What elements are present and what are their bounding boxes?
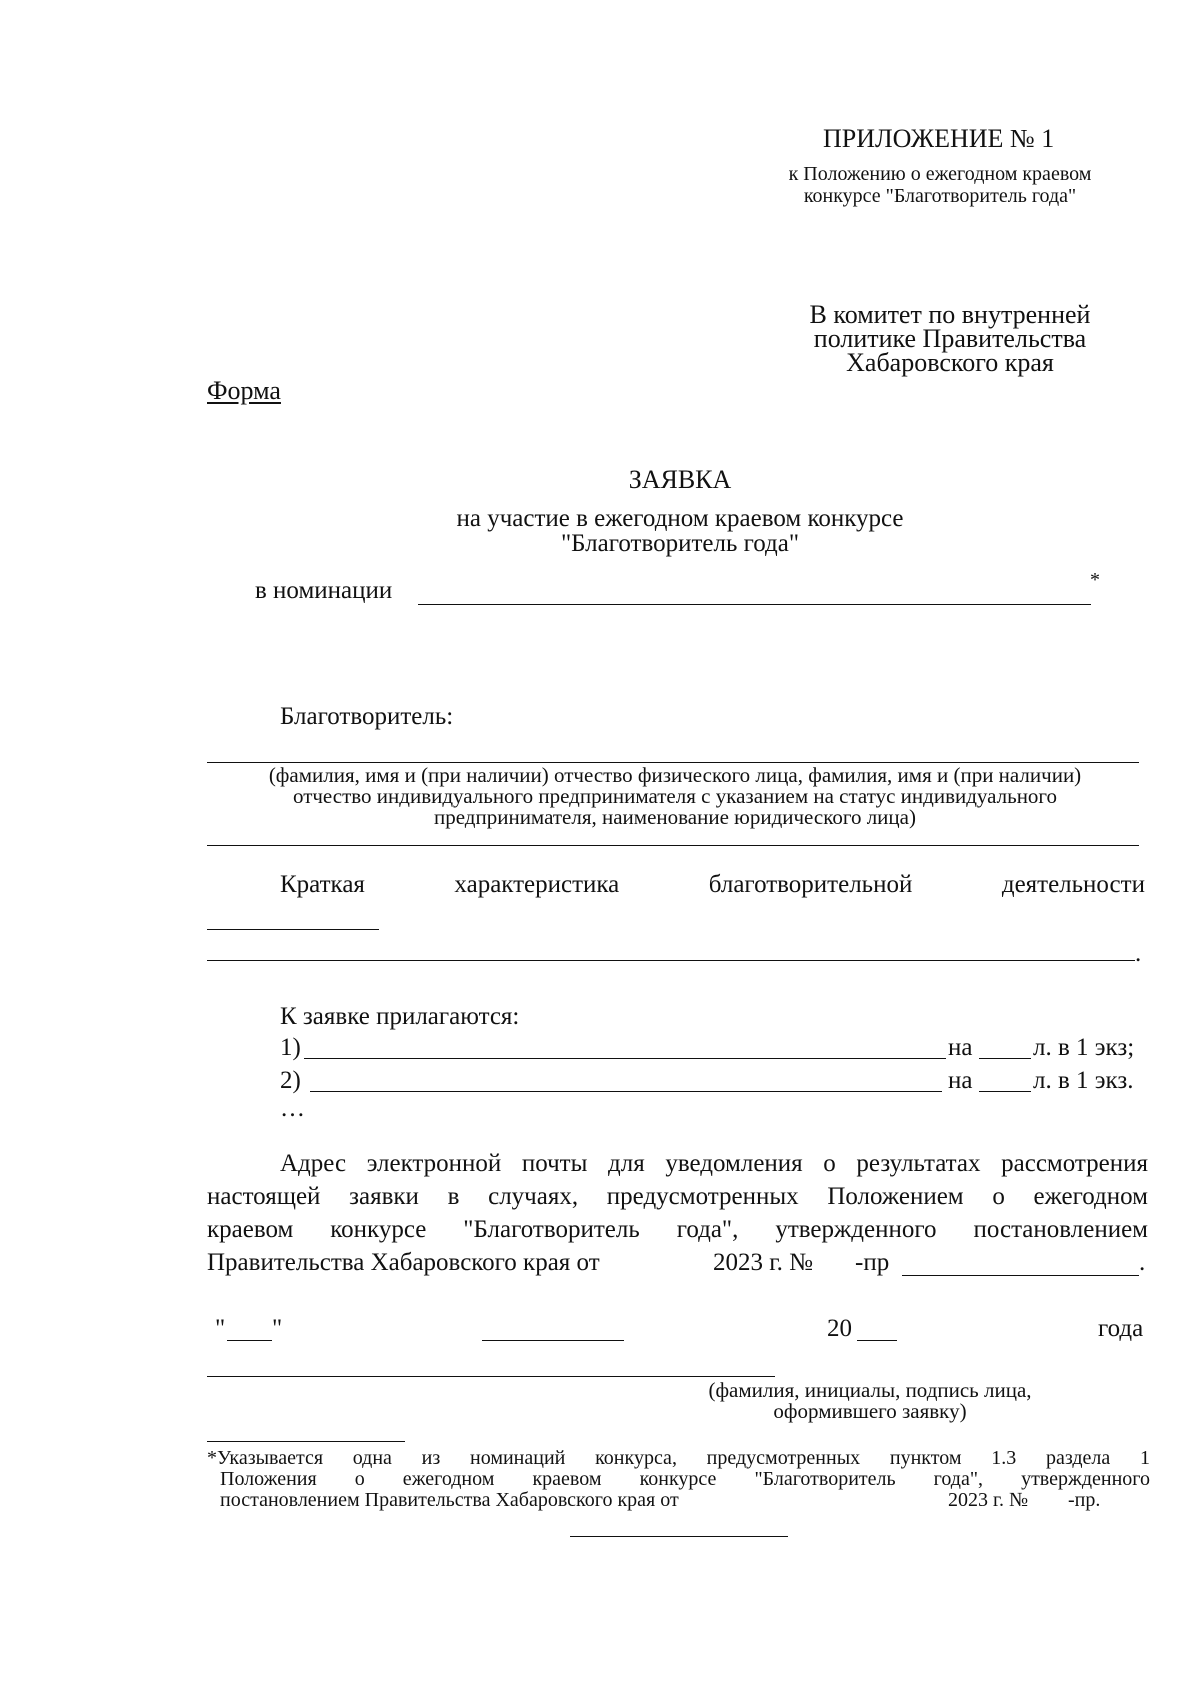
- application-title: ЗАЯВКА: [628, 465, 732, 494]
- footnote-line1: *Указывается одна из номинаций конкурса, предусмотренных пунктом 1.3 раздела 1: [207, 1447, 1150, 1469]
- nomination-label: в номинации: [255, 577, 393, 604]
- nomination-input-line: [418, 604, 1091, 605]
- attachment-2-pages-line: [979, 1091, 1031, 1092]
- attachment-1-num: 1): [280, 1034, 301, 1061]
- characteristic-word-3: благотворительной: [708, 871, 913, 898]
- benefactor-hint-line2: отчество индивидуального предпринимателя с указанием на статус индивидуального: [292, 784, 1058, 808]
- application-subtitle-line1: на участие в ежегодном краевом конкурсе: [456, 505, 904, 532]
- appendix-title: ПРИЛОЖЕНИЕ № 1: [823, 124, 1055, 153]
- email-line4-c: -пр: [855, 1249, 890, 1276]
- attachment-1-na: на: [948, 1034, 973, 1061]
- email-line4-a: Правительства Хабаровского края от: [207, 1249, 600, 1276]
- date-quote-open: ": [215, 1315, 226, 1342]
- date-month-line: [482, 1340, 624, 1341]
- attachment-2-line: [310, 1091, 942, 1092]
- addressee-line2: политике Правительства: [813, 324, 1087, 353]
- characteristic-line-long: [207, 960, 1135, 961]
- characteristic-line-short: [207, 929, 379, 930]
- characteristic-word-1: Краткая: [280, 871, 365, 898]
- attachment-2-num: 2): [280, 1067, 301, 1094]
- characteristic-word-4: деятельности: [1001, 871, 1145, 898]
- attachment-1-line: [304, 1058, 946, 1059]
- email-line3: краевом конкурсе "Благотворитель года", утвержденного постановлением: [207, 1216, 1148, 1243]
- benefactor-bottom-line: [207, 845, 1139, 846]
- attachments-ellipsis: …: [280, 1095, 305, 1122]
- attachment-1-pages-line: [979, 1058, 1031, 1059]
- footnote-line2: Положения о ежегодном краевом конкурсе "Благотворитель года", утвержденного: [220, 1468, 1150, 1490]
- signature-hint-line1: (фамилия, инициалы, подпись лица,: [708, 1378, 1032, 1402]
- email-line1: Адрес электронной почты для уведомления о результатах рассмотрения: [280, 1150, 1148, 1177]
- characteristic-word-2: характеристика: [454, 871, 620, 898]
- date-quote-close: ": [272, 1315, 283, 1342]
- signature-hint-line2: оформившего заявку): [773, 1399, 967, 1423]
- nomination-asterisk: *: [1090, 569, 1100, 591]
- date-year-line: [857, 1340, 897, 1341]
- addressee-line3: Хабаровского края: [846, 348, 1054, 377]
- footnote-separator: [207, 1441, 405, 1442]
- email-line2: настоящей заявки в случаях, предусмотренных Положением о ежегодном: [207, 1183, 1148, 1210]
- footnote-line3-a: постановлением Правительства Хабаровского края от: [220, 1489, 679, 1511]
- characteristic-end-dot: .: [1135, 940, 1142, 967]
- footnote-line3-b: 2023 г. №: [948, 1489, 1029, 1511]
- closing-line: [570, 1536, 788, 1537]
- email-line4-b: 2023 г. №: [713, 1249, 814, 1276]
- attachment-1-suffix: л. в 1 экз;: [1033, 1034, 1135, 1061]
- email-input-line: [902, 1275, 1139, 1276]
- characteristic-label-row: [280, 871, 1145, 899]
- attachment-2-na: на: [948, 1067, 973, 1094]
- appendix-subtitle-line2: конкурсе "Благотворитель года": [803, 185, 1077, 207]
- benefactor-hint-line1: (фамилия, имя и (при наличии) отчество физического лица, фамилия, имя и (при наличии): [268, 763, 1082, 787]
- benefactor-hint-line3: предпринимателя, наименование юридического лица): [434, 805, 916, 829]
- addressee-line1: В комитет по внутренней: [809, 300, 1091, 329]
- benefactor-label: Благотворитель:: [280, 703, 454, 730]
- form-label: Форма: [207, 376, 281, 405]
- email-end-dot: .: [1139, 1249, 1146, 1276]
- date-year-prefix: 20: [827, 1315, 852, 1342]
- application-subtitle-line2: "Благотворитель года": [560, 530, 800, 557]
- appendix-subtitle-line1: к Положению о ежегодном краевом: [788, 163, 1092, 185]
- attachments-label: К заявке прилагаются:: [280, 1003, 520, 1030]
- date-year-word: года: [1098, 1315, 1144, 1342]
- footnote-line3-c: -пр.: [1068, 1489, 1101, 1511]
- signature-line: [207, 1376, 775, 1377]
- date-day-line: [227, 1340, 272, 1341]
- attachment-2-suffix: л. в 1 экз.: [1033, 1067, 1134, 1094]
